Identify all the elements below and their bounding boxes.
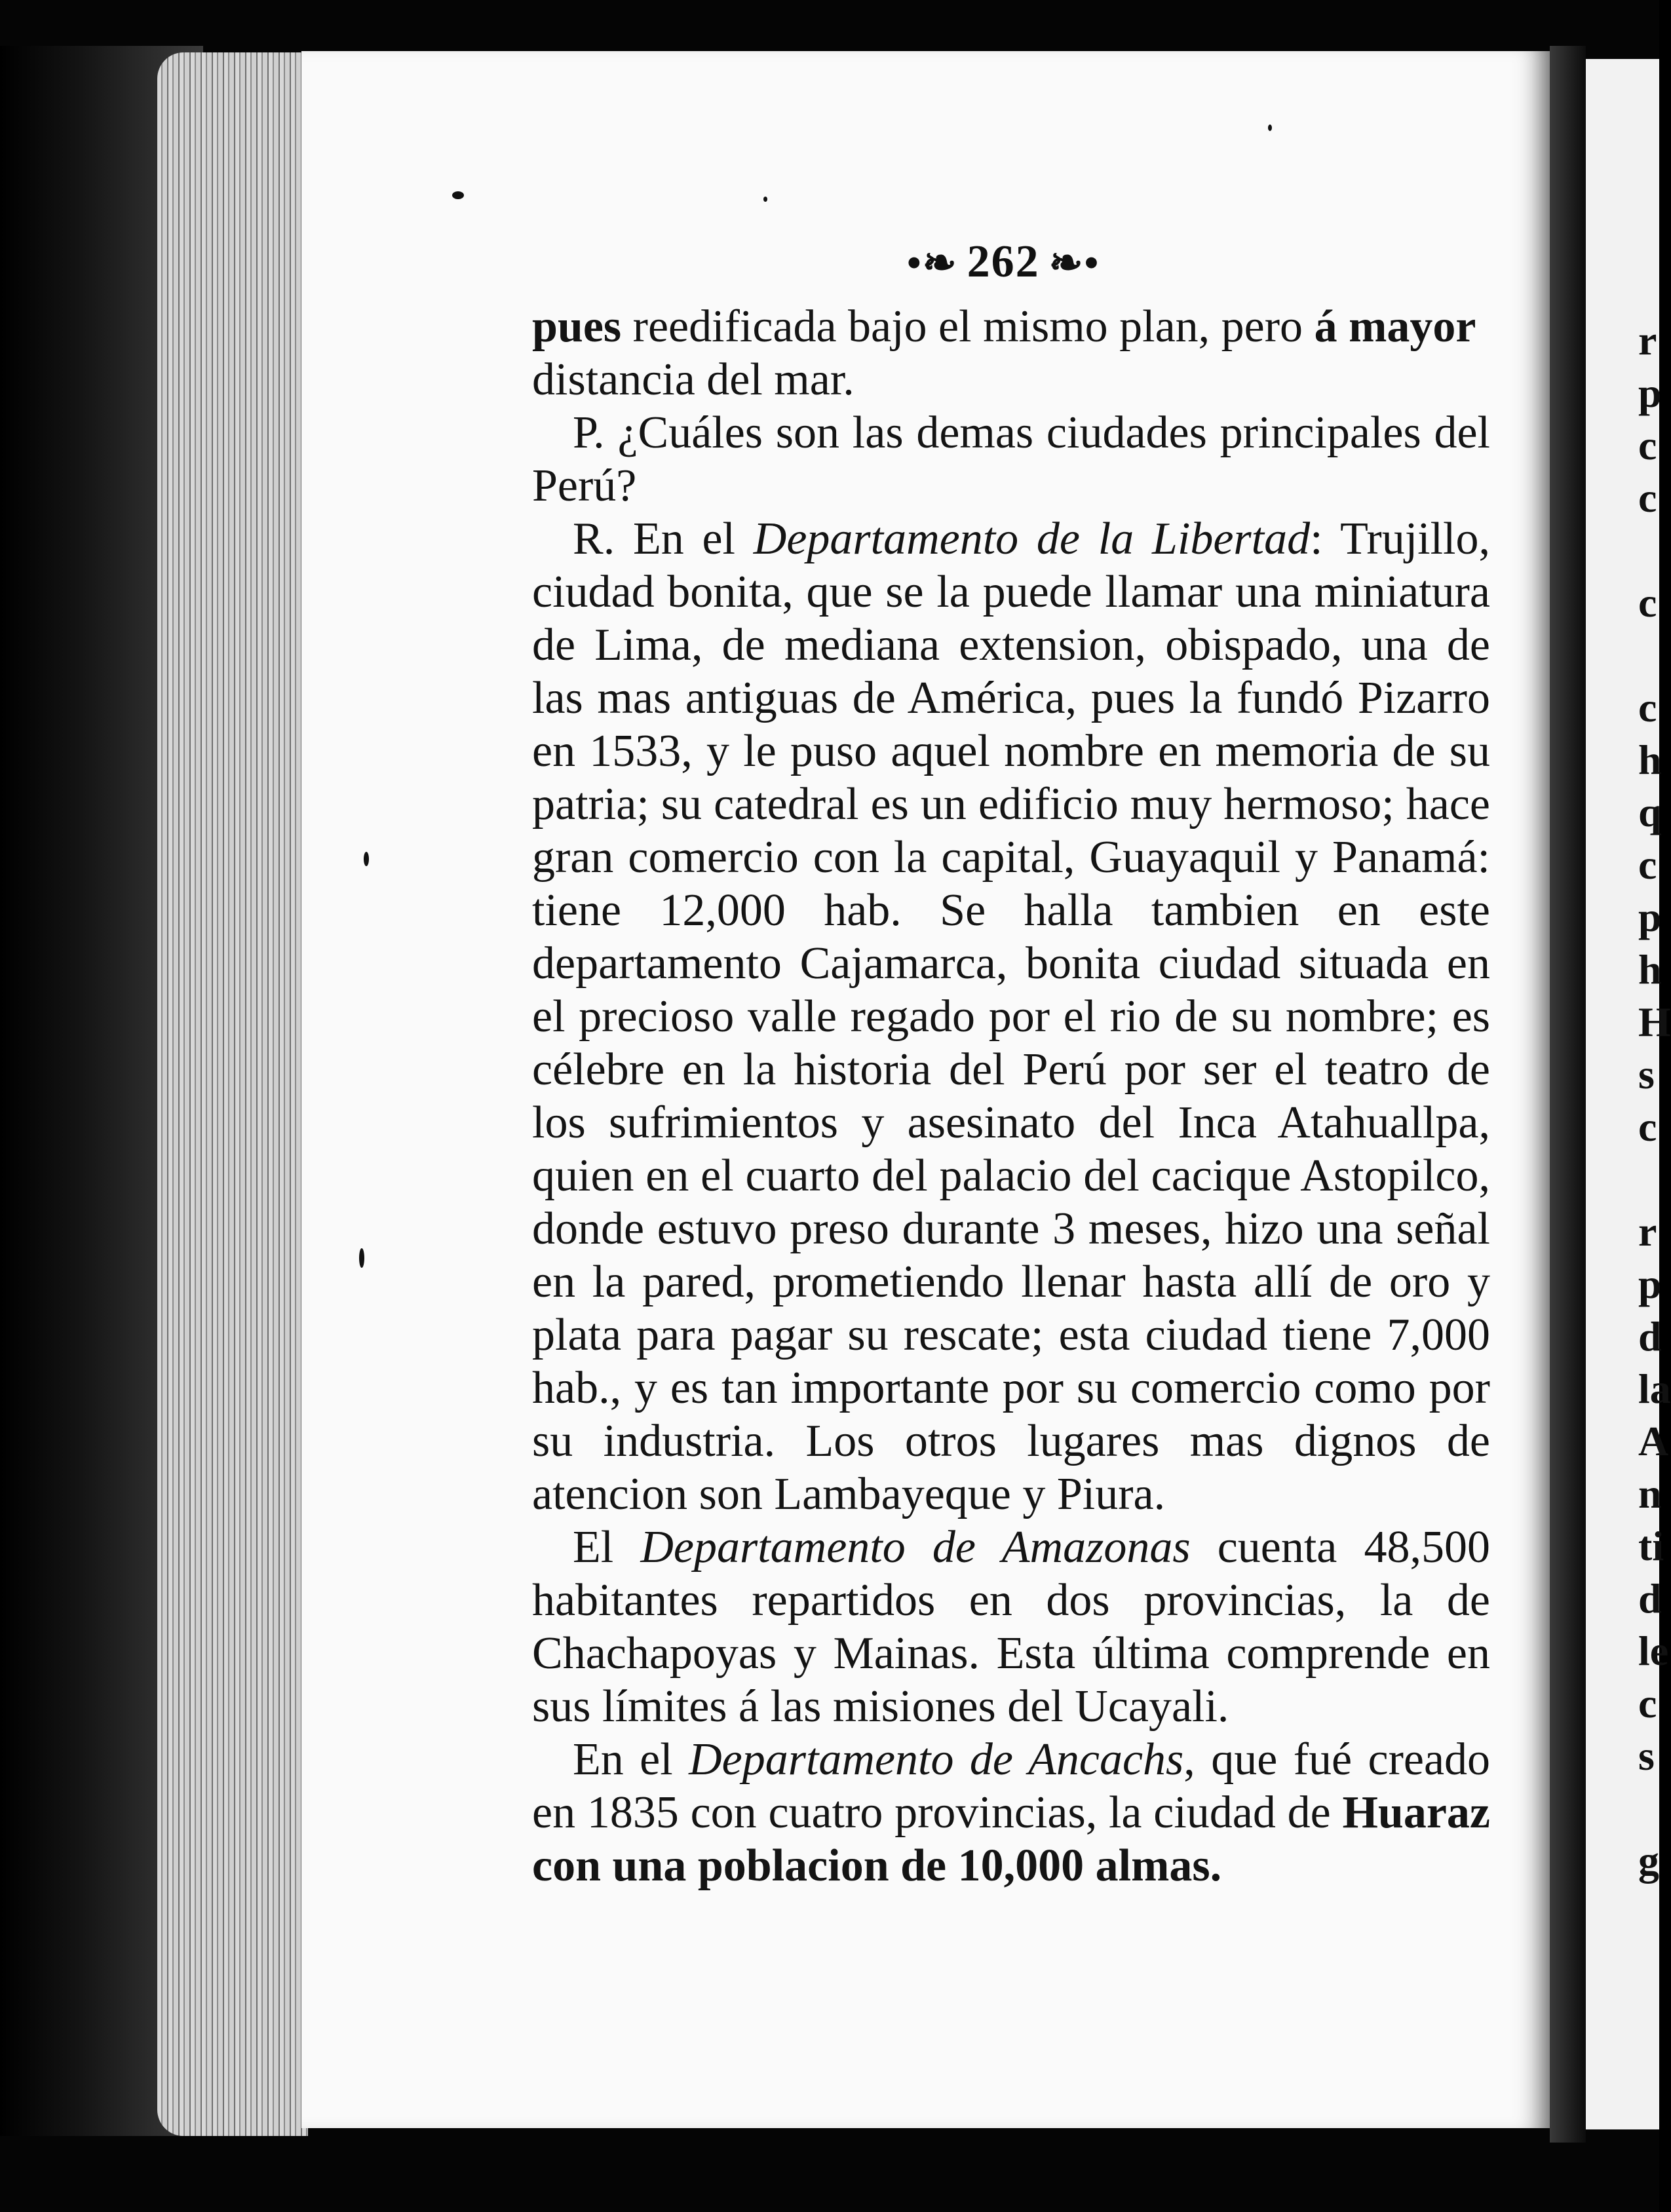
- p5-start: En el: [573, 1734, 689, 1785]
- department-amazonas: Departamento de Amazonas: [640, 1522, 1191, 1573]
- p1-text: reedificada bajo el mismo plan, pero: [621, 301, 1315, 352]
- paragraph-amazonas: [532, 1521, 1490, 1733]
- p1-line-2: distancia del mar.: [532, 354, 855, 405]
- department-libertad: Departamento de la Libertad: [753, 514, 1311, 564]
- page-body: [532, 300, 1490, 1892]
- facing-page-text: r p c c c c h q c p h H s c r p d la A n ti d le c s g: [1638, 317, 1671, 1884]
- speck: [359, 1248, 364, 1268]
- p4-text: cuenta 48,500 habitantes repartidos en dos provincias, la de Chachapoyas y Mainas. Esta última comprende en sus límites á las misiones del Ucayali.: [532, 1522, 1490, 1732]
- page-number: 262: [967, 237, 1040, 287]
- department-ancachs: Departamento de Ancachs: [689, 1734, 1184, 1785]
- p5-text: , que fué creado en 1835 con cuatro provincias, la ciudad de: [532, 1734, 1491, 1838]
- ornament-right-icon: ❧•: [1048, 241, 1100, 286]
- speck: [452, 191, 464, 199]
- ornament-left-icon: •❧: [907, 241, 958, 286]
- page-header: [898, 236, 1109, 288]
- p4-start: El: [573, 1522, 641, 1573]
- page-gutter: [1550, 46, 1586, 2143]
- paragraph-1: [532, 300, 1490, 406]
- speck: [1268, 124, 1272, 131]
- page-edges: [157, 52, 308, 2136]
- p5-last-line: Huaraz con una poblacion de 10,000 almas.: [532, 1787, 1490, 1891]
- paragraph-ancachs: [532, 1733, 1490, 1892]
- p1-bold-start: pues: [532, 301, 622, 352]
- p3-text: : Trujillo, ciudad bonita, que se la puede llamar una miniatura de Lima, de mediana extension, obispado, una de las mas antiguas de América, pues la fundó Pizarro en 1533, y le puso aquel nombre en memoria de su patria; su catedral es un edificio muy hermoso; hace gran comercio con la capital, Guayaquil y Panamá: tiene 12,000 hab. Se halla tambien en este departamento Cajamarca, bonita ciudad situada en el precioso valle regado por el rio de su nombre; es célebre en la historia del Perú por ser el teatro de los sufrimientos y asesinato del Inca Atahuallpa, quien en el cuarto del palacio del cacique Astopilco, donde estuvo preso durante 3 meses, hizo una señal en la pared, prometiendo llenar hasta allí de oro y plata para pagar su rescate; esta ciudad tiene 7,000 hab., y es tan importante por su comercio como por su industria. Los otros lugares mas dignos de atencion son Lambayeque y Piura.: [532, 514, 1490, 1519]
- p3-start: R. En el: [573, 514, 754, 564]
- speck: [763, 197, 767, 202]
- paragraph-question: P. ¿Cuáles son las demas ciudades principales del Perú?: [532, 408, 1490, 511]
- paragraph-answer: [532, 512, 1490, 1521]
- speck: [364, 852, 369, 866]
- p1-bold-end: á mayor: [1314, 301, 1476, 352]
